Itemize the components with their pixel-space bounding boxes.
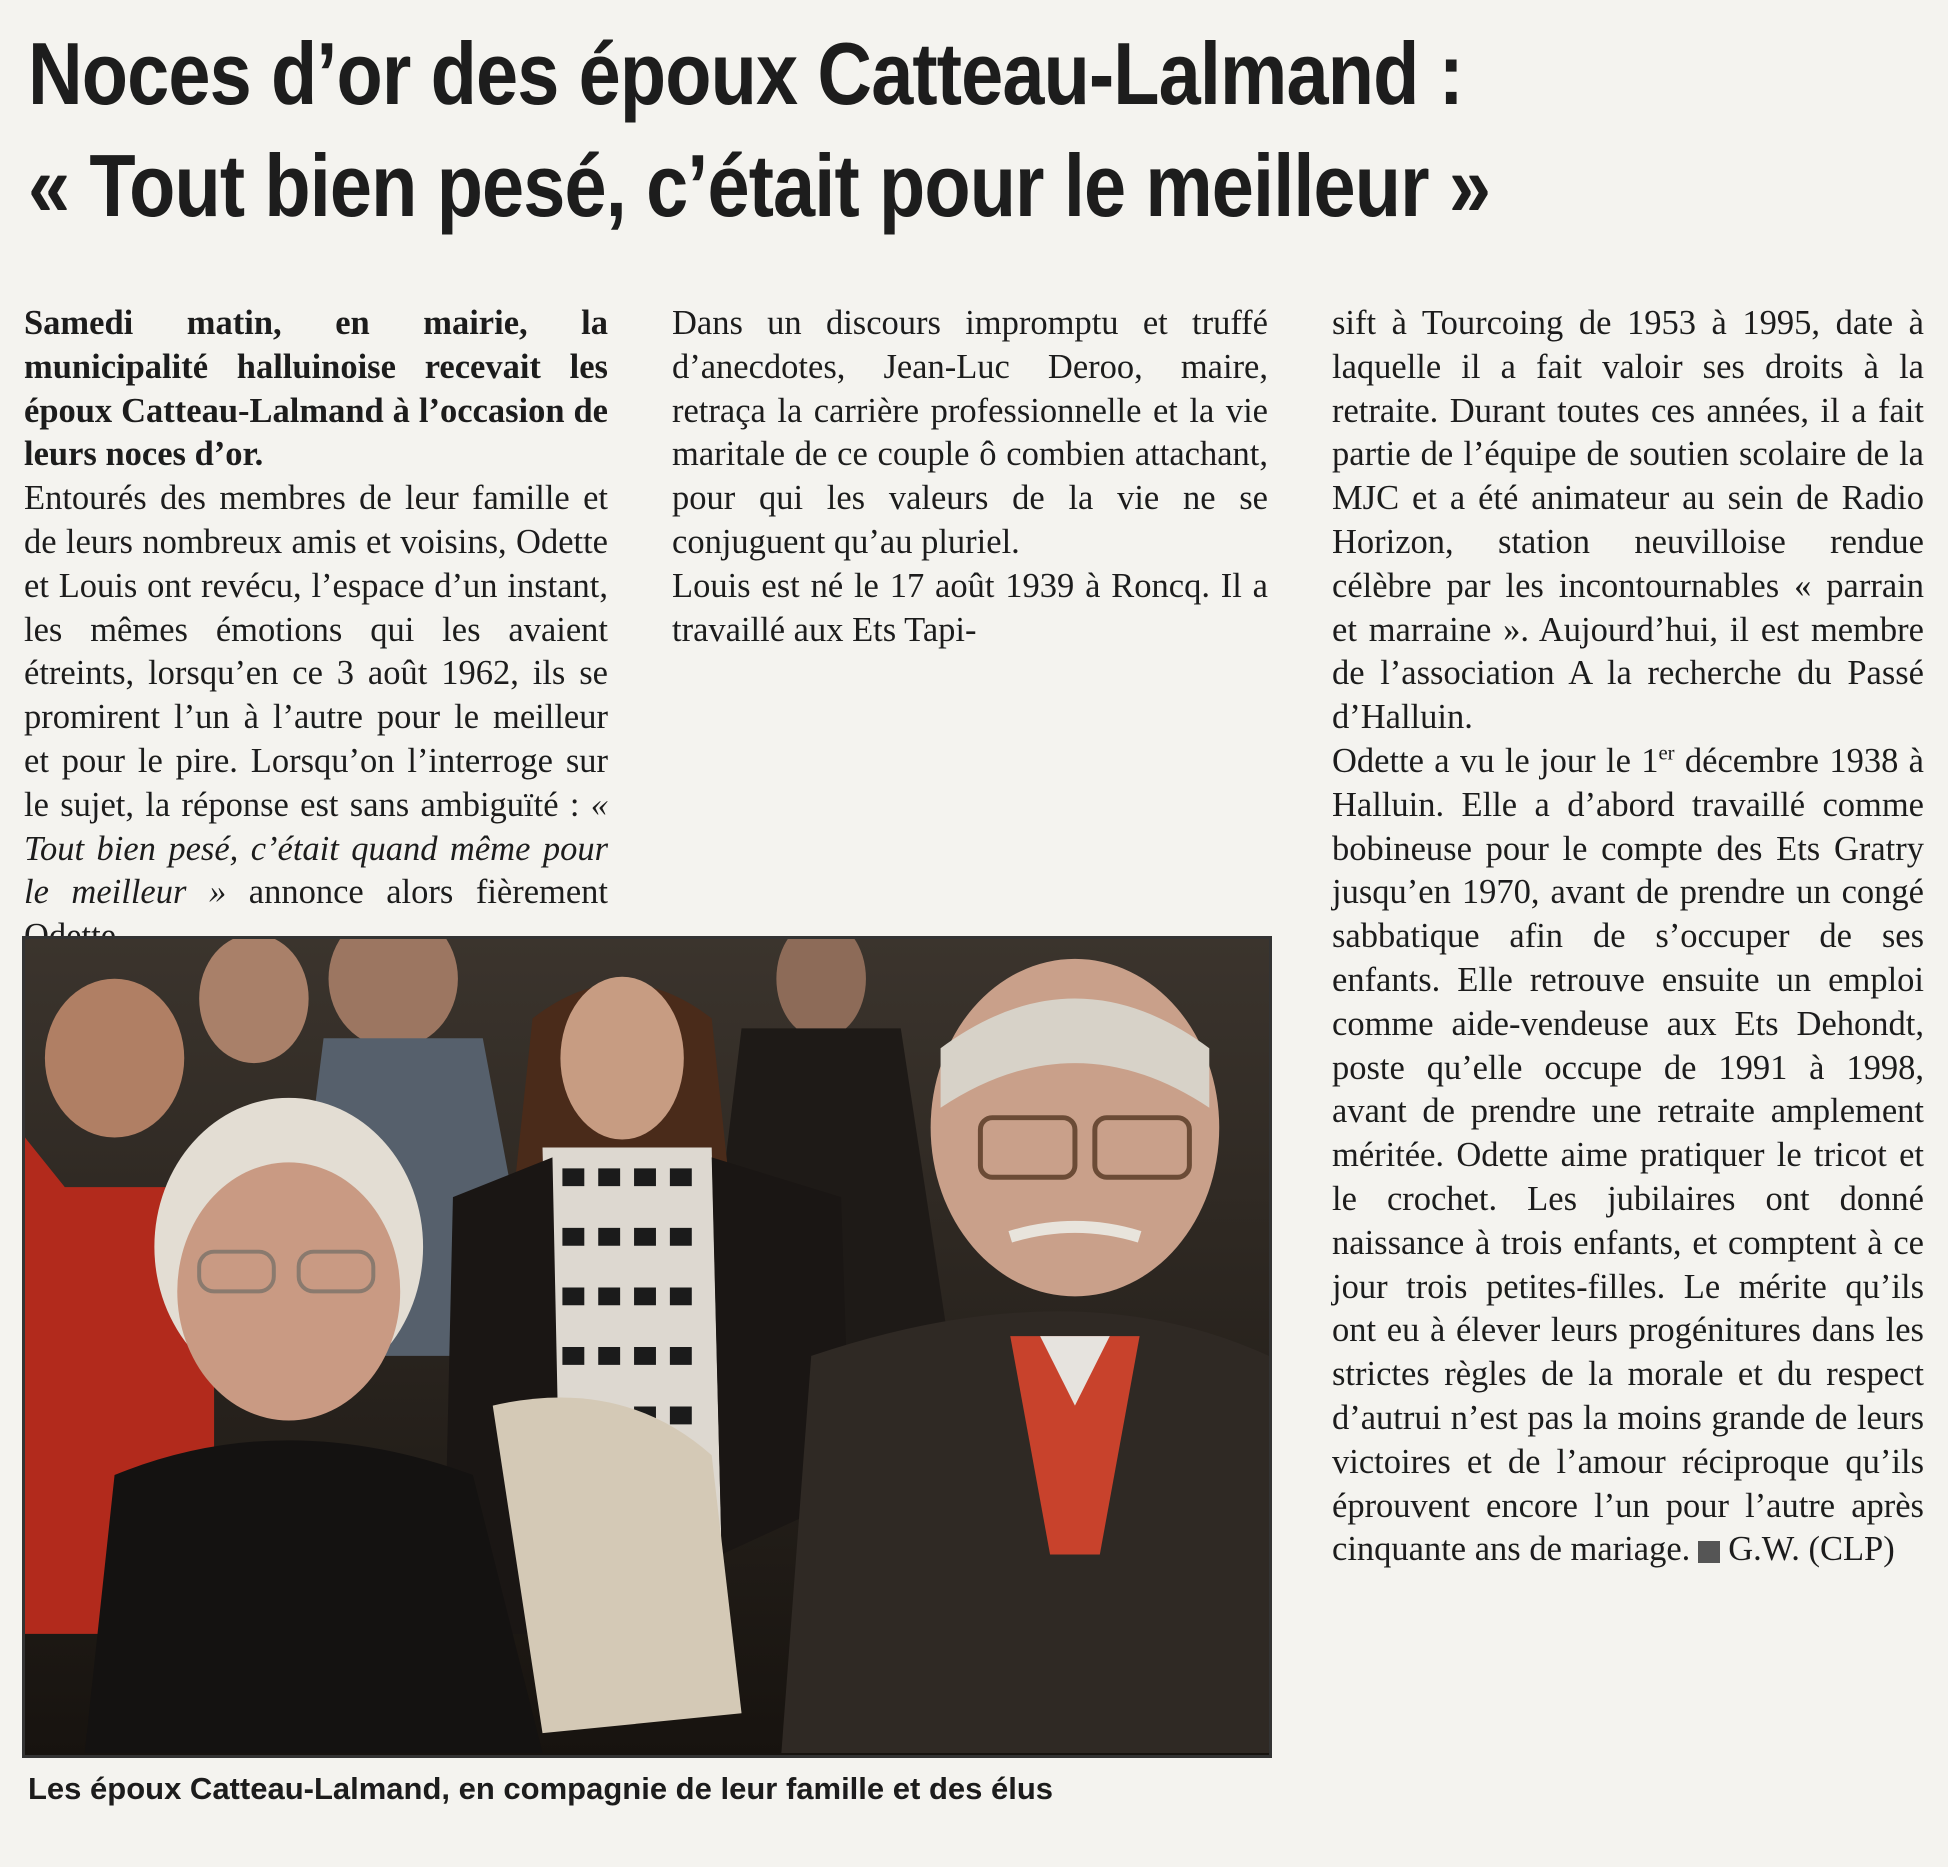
author-signature: G.W. (CLP) <box>1728 1530 1895 1569</box>
end-square-icon <box>1698 1541 1720 1563</box>
paragraph-1-end: annonce alors fièrement <box>248 873 608 912</box>
paragraph-3-start: Louis est né le 17 août 1939 à Roncq. Il a travaillé aux Ets Tapi- <box>672 566 1268 649</box>
headline-line-2: « Tout bien pesé, c’était pour le meilleur » <box>28 136 1491 235</box>
column-1 <box>24 302 608 959</box>
paragraph-4-start: Odette a vu le jour le 1 <box>1332 741 1659 780</box>
ordinal-superscript: er <box>1658 742 1675 765</box>
paragraph-3-continued: sift à Tourcoing de 1953 à 1995, date à laquelle il a fait valoir ses droits à la retraite. Durant toutes ces années, il a fait partie de l’équipe de soutien scolaire de la MJC et a été animateur au sein de Radio Horizon, station neuvilloise rendue célèbre par les incontournables « parrain et marraine ». Aujourd’hui, il est membre de l’association A la recherche du Passé d’Halluin. <box>1332 304 1924 737</box>
paragraph-4-text: décembre 1938 à Halluin. Elle a d’abord travaillé comme bobineuse pour le compte des Ets Gratry jusqu’en 1970, avant de prendre un congé sabbatique afin de s’occuper de ses enfants. Elle retrouve ensuite un emploi comme aide-vendeuse aux Ets Dehondt, poste qu’elle occupe de 1991 à 1998, avant de prendre une retraite amplement méritée. Odette aime pratiquer le tricot et le crochet. Les jubilaires ont donné naissance à trois enfants, et comptent à ce jour trois petites-filles. Le mérite qu’ils ont eu à élever leurs progénitures dans les strictes règles de la morale et du respect d’autrui n’est pas la moins grande de leurs victoires et de l’amour réciproque qu’ils éprouvent encore l’un pour l’autre après cinquante ans de mariage. <box>1332 741 1924 1569</box>
article-photo <box>22 936 1272 1758</box>
photo-caption: Les époux Catteau-Lalmand, en compagnie de leur famille et des élus <box>28 1771 1053 1806</box>
paragraph-4 <box>1332 740 1924 1572</box>
paragraph-2: Dans un discours impromptu et truffé d’anecdotes, Jean-Luc Deroo, maire, retraça la carrière professionnelle et la vie maritale de ce couple ô combien attachant, pour qui les valeurs de la vie ne se conjuguent qu’au pluriel. <box>672 304 1268 561</box>
paragraph-1-text: Entourés des membres de leur famille et de leurs nombreux amis et voisins, Odette et Louis ont revécu, l’espace d’un instant, les mêmes émotions qui les avaient étreints, lorsqu’en ce 3 août 1962, ils se promirent l’un à l’autre pour le meilleur et pour le pire. Lorsqu’on l’interroge sur le sujet, la réponse est sans ambiguïté : <box>24 479 608 824</box>
photo-illustration <box>25 939 1269 1755</box>
column-3 <box>1332 302 1924 1572</box>
article-lede: Samedi matin, en mairie, la municipalité halluinoise recevait les époux Catteau-Lalmand à l’occasion de leurs noces d’or. <box>24 304 608 474</box>
column-2 <box>672 302 1268 652</box>
headline-line-1: Noces d’or des époux Catteau-Lalmand : <box>28 24 1463 123</box>
paragraph-1 <box>24 477 608 959</box>
article-headline <box>28 18 1662 242</box>
pull-quote: « Tout bien pesé, c’était quand même pour le meilleur » <box>24 785 608 912</box>
